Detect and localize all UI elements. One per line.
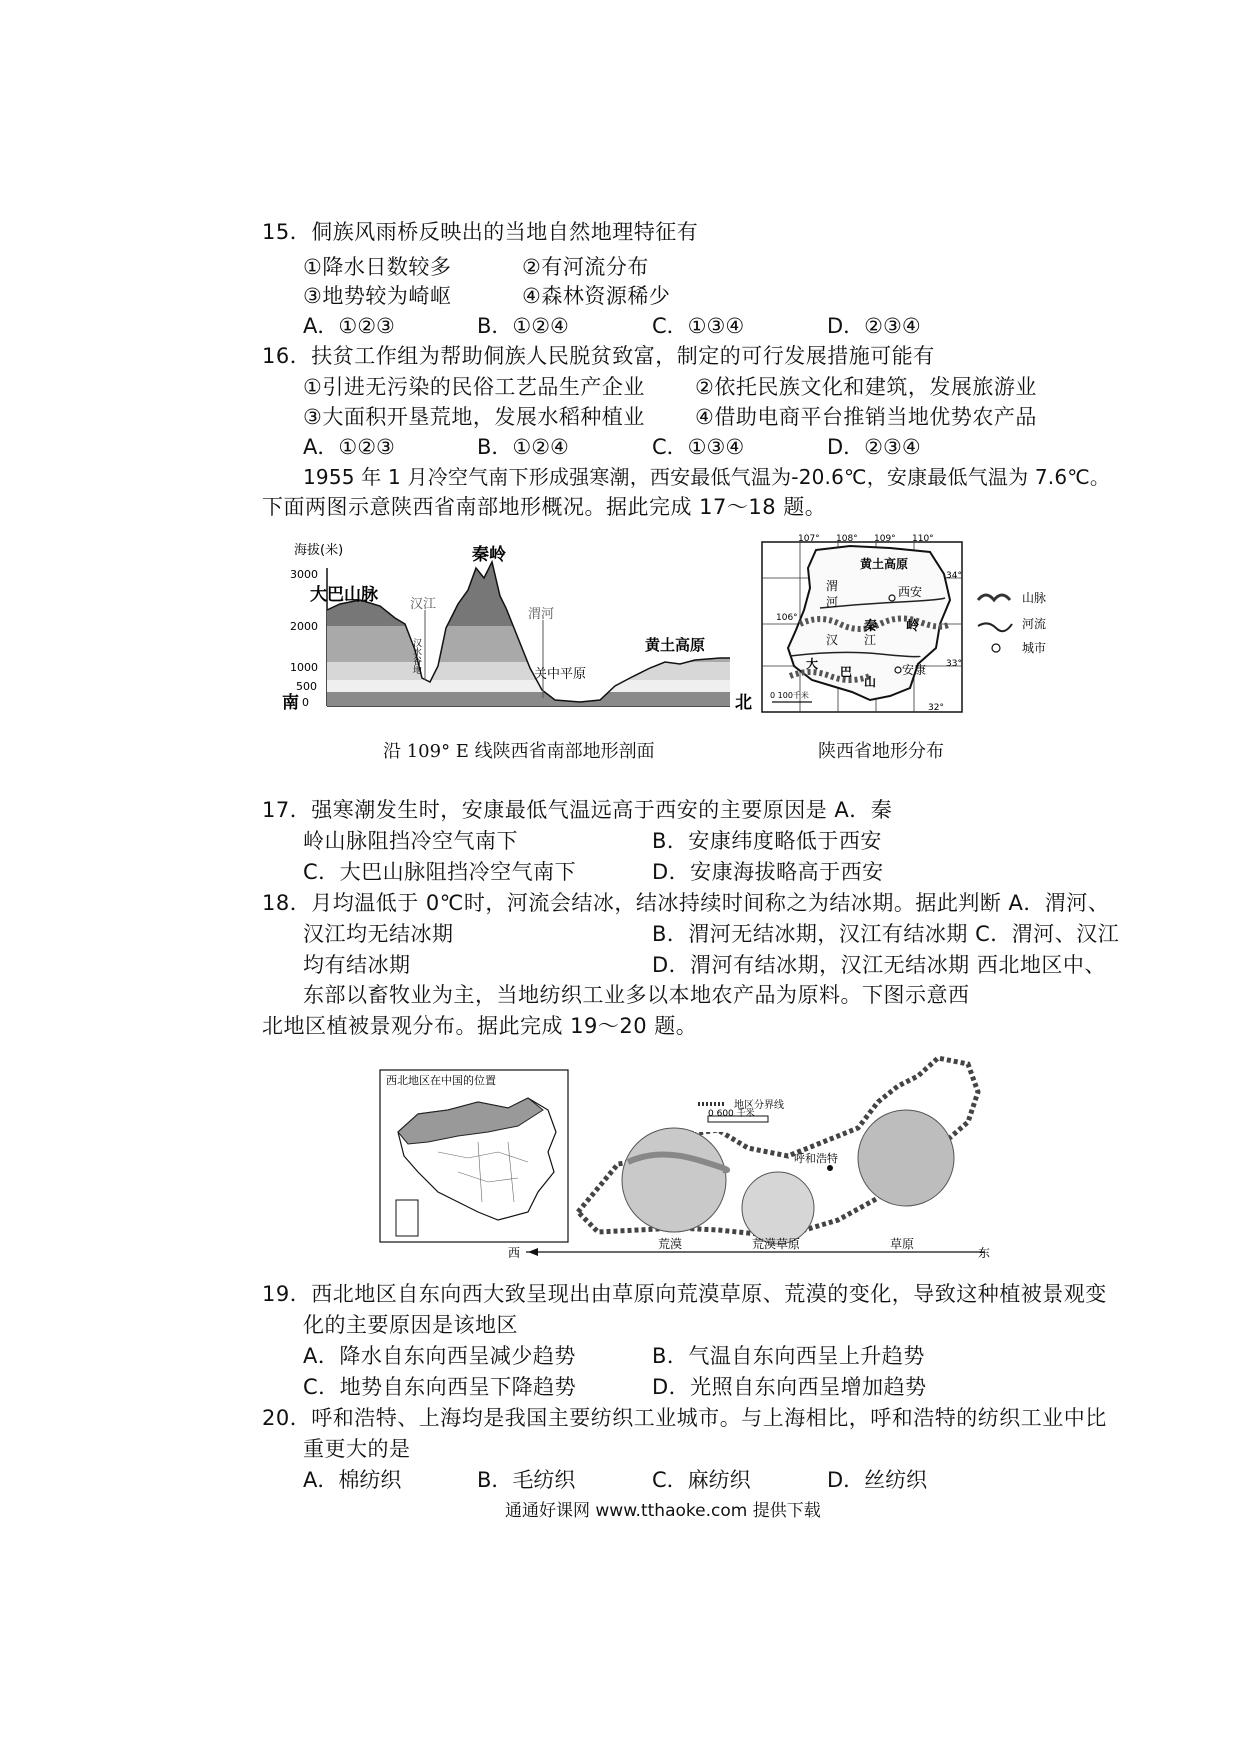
shaanxi-terrain-map — [760, 534, 1100, 716]
map-ankang: 安康 — [902, 663, 927, 677]
hohhot-label: 呼和浩特 — [794, 1152, 838, 1165]
map-loess-plateau: 黄土高原 — [860, 557, 909, 571]
map-da: 大 — [806, 657, 819, 671]
label-guanzhong-plain: 关中平原 — [534, 667, 587, 682]
q18-option-c-cont: 均有结冰期 — [303, 953, 411, 977]
desert-steppe-photo — [742, 1172, 814, 1244]
ytick-1000: 1000 — [290, 661, 318, 674]
lon-109: 109° — [874, 534, 896, 544]
inset-title: 西北地区在中国的位置 — [386, 1074, 496, 1087]
q15-stem: 15．侗族风雨桥反映出的当地自然地理特征有 — [262, 220, 699, 244]
label-loess-plateau: 黄土高原 — [645, 636, 706, 654]
q20-option-b: B．毛纺织 — [477, 1468, 576, 1492]
q20-stem-line1: 20．呼和浩特、上海均是我国主要纺织工业城市。与上海相比，呼和浩特的纺织工业中比 — [262, 1406, 1107, 1430]
lon-106: 106° — [776, 613, 798, 623]
q18-option-b: B．渭河无结冰期，汉江有结冰期 C．渭河、汉江 — [652, 922, 1120, 946]
q20-option-a: A．棉纺织 — [303, 1468, 402, 1492]
axis-west: 西 — [508, 1246, 521, 1260]
q15-item-3: ③地势较为崎岖 — [303, 284, 452, 308]
label-hanshui-valley: 汉水谷地 — [411, 638, 421, 674]
ytick-3000: 3000 — [290, 568, 318, 581]
terrain-fill — [327, 538, 730, 706]
map-ba: 巴 — [840, 665, 853, 679]
legend-river-symbol — [978, 623, 1012, 631]
q20-stem-line2: 重更大的是 — [303, 1437, 411, 1461]
hohhot-dot — [827, 1165, 833, 1171]
q15-item-2: ②有河流分布 — [522, 255, 649, 279]
q15-option-d: D．②③④ — [827, 314, 921, 338]
north-label: 北 — [735, 693, 752, 713]
intro-19-20-line2: 北地区植被景观分布。据此完成 19～20 题。 — [262, 1014, 698, 1038]
ytick-0: 0 — [302, 696, 309, 709]
q15-option-b: B．①②④ — [477, 314, 569, 338]
intro-17-18-line2: 下面两图示意陕西省南部地形概况。据此完成 17～18 题。 — [262, 495, 827, 519]
q19-option-c: C．地势自东向西呈下降趋势 — [303, 1375, 577, 1399]
desert-photo — [622, 1128, 726, 1232]
q16-stem: 16．扶贫工作组为帮助侗族人民脱贫致富，制定的可行发展措施可能有 — [262, 344, 935, 368]
q16-item-3: ③大面积开垦荒地，发展水稻种植业 — [303, 405, 645, 429]
lon-108: 108° — [836, 534, 858, 544]
q20-option-c: C．麻纺织 — [652, 1468, 751, 1492]
q16-item-1: ①引进无污染的民俗工艺品生产企业 — [303, 375, 645, 399]
legend-city-symbol — [992, 644, 1000, 652]
legend-mountain-symbol — [978, 595, 1010, 600]
map-wei: 渭 — [826, 579, 839, 593]
q15-item-4: ④森林资源稀少 — [522, 284, 671, 308]
label-weihe: 渭河 — [528, 607, 555, 622]
map-shan: 山 — [864, 675, 877, 689]
lat-34: 34° — [946, 571, 962, 581]
axis-arrow — [528, 1248, 538, 1256]
legend-city-label: 城市 — [1022, 641, 1047, 655]
legend-mountain-label: 山脉 — [1022, 591, 1047, 605]
q18-stem: 18．月均温低于 0℃时，河流会结冰，结冰持续时间称之为结冰期。据此判断 A．渭河、 — [262, 891, 1110, 915]
intro-19-20-line1: 东部以畜牧业为主，当地纺织工业多以本地农产品为原料。下图示意西 — [303, 983, 970, 1007]
steppe-photo — [858, 1110, 954, 1206]
map-ling: 岭 — [906, 619, 920, 634]
q19-stem-line2: 化的主要原因是该地区 — [303, 1313, 518, 1337]
q15-option-a: A．①②③ — [303, 314, 395, 338]
map-han: 汉 — [826, 633, 839, 647]
map-caption: 陕西省地形分布 — [818, 741, 944, 762]
axis-east: 东 — [978, 1246, 991, 1260]
q15-item-1: ①降水日数较多 — [303, 255, 452, 279]
q15-option-c: C．①③④ — [652, 314, 745, 338]
xian-city-dot — [889, 595, 895, 601]
south-label: 南 — [282, 693, 299, 713]
q20-option-d: D．丝纺织 — [827, 1468, 928, 1492]
q19-option-a: A．降水自东向西呈减少趋势 — [303, 1344, 576, 1368]
map-scale-text: 0 100千米 — [770, 691, 809, 700]
label-daba-mountains: 大巴山脉 — [310, 585, 378, 605]
terrain-profile-figure — [280, 538, 750, 713]
q16-option-d: D．②③④ — [827, 435, 921, 459]
q16-item-4: ④借助电商平台推销当地优势农产品 — [695, 405, 1037, 429]
q16-option-b: B．①②④ — [477, 435, 569, 459]
lon-110: 110° — [912, 534, 934, 544]
legend-river-label: 河流 — [1022, 617, 1047, 631]
ytick-2000: 2000 — [290, 620, 318, 633]
map-qin: 秦 — [864, 619, 878, 634]
scale-text: 0 600 千米 — [708, 1109, 755, 1119]
q19-option-b: B．气温自东向西呈上升趋势 — [652, 1344, 925, 1368]
intro-17-18-line1: 1955 年 1 月冷空气南下形成强寒潮，西安最低气温为-20.6℃，安康最低气温为 7.6℃。 — [303, 465, 1111, 489]
q19-stem-line1: 19．西北地区自东向西大致呈现出由草原向荒漠草原、荒漠的变化，导致这种植被景观变 — [262, 1282, 1107, 1306]
zone-desert: 荒漠 — [658, 1237, 683, 1251]
zone-steppe: 草原 — [890, 1237, 915, 1251]
northwest-vegetation-figure — [378, 1052, 998, 1260]
q16-option-a: A．①②③ — [303, 435, 395, 459]
footer-source: 通通好课网 www.tthaoke.com 提供下载 — [505, 1501, 821, 1521]
map-he: 河 — [826, 595, 839, 609]
ankang-city-dot — [895, 667, 901, 673]
map-jiang: 江 — [864, 633, 877, 647]
map-xian: 西安 — [898, 585, 923, 599]
q16-option-c: C．①③④ — [652, 435, 745, 459]
legend-boundary-label: 地区分界线 — [734, 1100, 784, 1111]
label-qinling: 秦岭 — [472, 545, 506, 565]
label-hanjiang: 汉江 — [410, 597, 437, 612]
q17-option-d: D．安康海拔略高于西安 — [652, 860, 884, 884]
q17-option-c: C．大巴山脉阻挡冷空气南下 — [303, 860, 577, 884]
q18-option-d: D．渭河有结冰期，汉江无结冰期 西北地区中、 — [652, 953, 1106, 977]
profile-ylabel: 海拔(米) — [294, 543, 344, 558]
q17-option-a-cont: 岭山脉阻挡冷空气南下 — [303, 829, 518, 853]
lat-32: 32° — [928, 703, 944, 713]
lon-107: 107° — [798, 534, 820, 544]
lat-33: 33° — [946, 659, 962, 669]
q18-option-a-cont: 汉江均无结冰期 — [303, 922, 454, 946]
zone-desert-steppe: 荒漠草原 — [752, 1237, 801, 1251]
q17-stem: 17．强寒潮发生时，安康最低气温远高于西安的主要原因是 A．秦 — [262, 798, 893, 822]
profile-caption: 沿 109° E 线陕西省南部地形剖面 — [383, 741, 655, 762]
ytick-500: 500 — [296, 680, 317, 693]
q19-option-d: D．光照自东向西呈增加趋势 — [652, 1375, 927, 1399]
q17-option-b: B．安康纬度略低于西安 — [652, 829, 882, 853]
q16-item-2: ②依托民族文化和建筑，发展旅游业 — [695, 375, 1037, 399]
